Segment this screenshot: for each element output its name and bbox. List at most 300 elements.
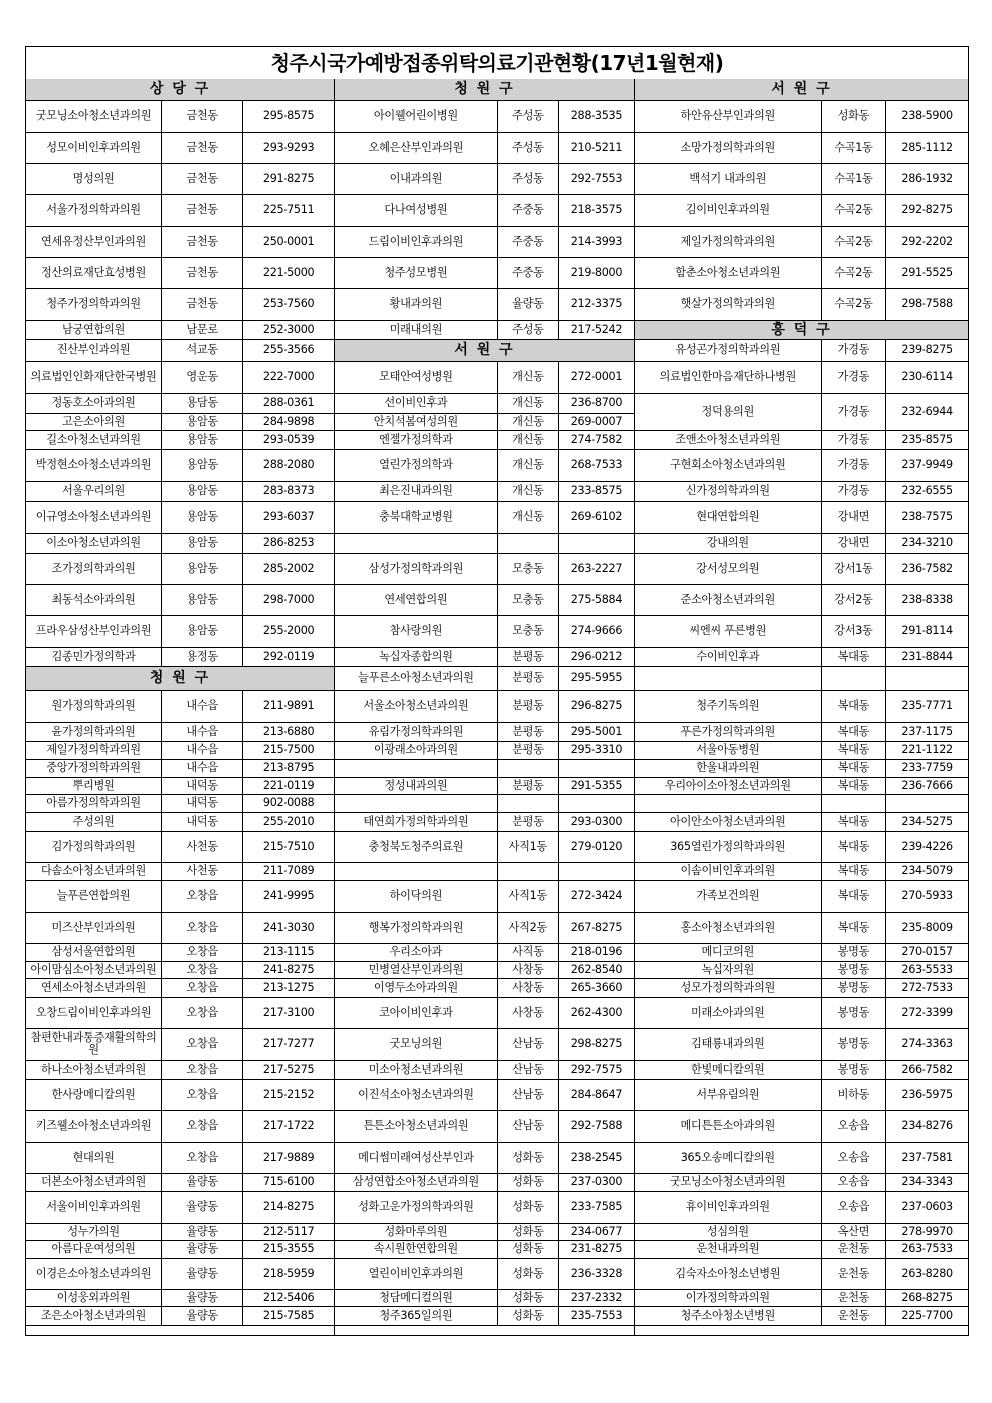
district-dong: 가경동: [821, 339, 886, 361]
district-dong: 개신동: [497, 413, 558, 430]
district-dong: 주성동: [497, 132, 558, 163]
table-row: [635, 100, 968, 132]
facility-name: 늘푸른연합의원: [26, 880, 162, 912]
phone-number: 255-2010: [243, 812, 334, 831]
facility-name: 엔젤가정의학과: [335, 430, 497, 449]
phone-number: 211-7089: [243, 862, 334, 880]
district-dong: 율량동: [162, 1173, 243, 1191]
district-dong: 봉명동: [821, 997, 886, 1028]
phone-number: 233-7585: [558, 1191, 634, 1223]
phone-number: 274-7582: [558, 430, 634, 449]
phone-number: 230-6114: [886, 361, 968, 393]
phone-number: 222-7000: [243, 361, 334, 393]
district-dong: 오송읍: [821, 1142, 886, 1173]
district-header: 서 원 구: [335, 339, 634, 361]
table-row: [26, 584, 334, 615]
phone-number: [886, 794, 968, 812]
district-dong: 수곡2동: [821, 288, 886, 320]
district-dong: 성화동: [497, 1258, 558, 1289]
district-dong: 영운동: [162, 361, 243, 393]
facility-name: 오혜은산부인과의원: [335, 132, 497, 163]
facility-name: [335, 794, 497, 812]
phone-number: 237-0603: [886, 1191, 968, 1223]
table-row: [635, 501, 968, 533]
table-row: [26, 1142, 334, 1173]
table-row: [26, 1191, 334, 1223]
facility-name: 이경은소아청소년과의원: [26, 1258, 162, 1289]
district-dong: 봉명동: [821, 1028, 886, 1060]
facility-name: 늘푸른소아청소년과의원: [335, 666, 497, 690]
district-dong: 강내면: [821, 533, 886, 553]
district-dong: 오창읍: [162, 880, 243, 912]
facility-name: 청주기독의원: [635, 690, 821, 722]
phone-number: 217-3100: [243, 997, 334, 1028]
district-dong: 용암동: [162, 501, 243, 533]
facility-name: 강서성모의원: [635, 553, 821, 584]
table-row: [26, 430, 334, 449]
phone-number: 218-0196: [558, 943, 634, 961]
table-row: [335, 481, 634, 501]
table-row: [26, 288, 334, 320]
district-header-row: [26, 666, 334, 690]
phone-number: 225-7700: [886, 1306, 968, 1325]
facility-name: 정산의료재단효성병원: [26, 257, 162, 288]
district-dong: 오창읍: [162, 1079, 243, 1110]
facility-name: 황내과의원: [335, 288, 497, 320]
facility-name: 남궁연합의원: [26, 320, 162, 339]
district-dong: 성화동: [821, 100, 886, 132]
table-row: [26, 533, 334, 553]
table-row: [635, 1289, 968, 1306]
table-row: [335, 1079, 634, 1110]
district-dong: 강서1동: [821, 553, 886, 584]
table-row: [335, 163, 634, 194]
column-middle: [335, 79, 635, 1335]
phone-number: 237-9949: [886, 449, 968, 481]
facility-name: 우리소아과: [335, 943, 497, 961]
table-row: [26, 759, 334, 777]
table-row: [335, 1223, 634, 1240]
district-dong: 금천동: [162, 194, 243, 226]
phone-number: 234-8276: [886, 1110, 968, 1142]
phone-number: 235-7553: [558, 1306, 634, 1325]
facility-name: 미즈산부인과의원: [26, 912, 162, 943]
table-row: [335, 997, 634, 1028]
district-dong: 수곡2동: [821, 257, 886, 288]
phone-number: 238-8338: [886, 584, 968, 615]
district-dong: 봉명동: [821, 961, 886, 978]
district-header: 흥 덕 구: [635, 320, 968, 339]
district-dong: 봉명동: [821, 943, 886, 961]
phone-number: 211-9891: [243, 690, 334, 722]
district-dong: 주중동: [497, 226, 558, 257]
phone-number: 253-7560: [243, 288, 334, 320]
table-row: [635, 1258, 968, 1289]
district-dong: [497, 533, 558, 553]
table-row: [635, 132, 968, 163]
phone-number: [558, 759, 634, 777]
district-dong: 복대동: [821, 690, 886, 722]
facility-name: 의료법인인화재단한국병원: [26, 361, 162, 393]
phone-number: [558, 794, 634, 812]
district-dong: 사천동: [162, 862, 243, 880]
facility-name: 조가정의학과의원: [26, 553, 162, 584]
table-row: [635, 1060, 968, 1079]
district-dong: 개신동: [497, 449, 558, 481]
table-row: [335, 1060, 634, 1079]
table-row: [26, 481, 334, 501]
phone-number: 235-8575: [886, 430, 968, 449]
phone-number: 239-4226: [886, 831, 968, 862]
facility-name: 성화마루의원: [335, 1223, 497, 1240]
table-row: [635, 553, 968, 584]
facility-name: 아름가정의학과의원: [26, 794, 162, 812]
district-dong: 성화동: [497, 1240, 558, 1258]
district-dong: 분평동: [497, 812, 558, 831]
phone-number: 286-8253: [243, 533, 334, 553]
table-row: [635, 584, 968, 615]
document-title: 청주시국가예방접종위탁의료기관현황(17년1월현재): [26, 47, 968, 80]
facility-name: [335, 759, 497, 777]
phone-number: 291-8114: [886, 615, 968, 647]
phone-number: 269-6102: [558, 501, 634, 533]
column-right: [635, 79, 968, 1335]
table-row: [335, 430, 634, 449]
table-row: [26, 777, 334, 794]
district-dong: 용암동: [162, 533, 243, 553]
facility-table: [335, 79, 634, 1326]
district-dong: 오창읍: [162, 978, 243, 997]
table-row: [26, 163, 334, 194]
district-dong: 금천동: [162, 100, 243, 132]
facility-name: 키즈웰소아청소년과의원: [26, 1110, 162, 1142]
facility-name: 삼성연합소아청소년과의원: [335, 1173, 497, 1191]
phone-number: 215-2152: [243, 1079, 334, 1110]
district-dong: 복대동: [821, 741, 886, 759]
district-dong: 가경동: [821, 393, 886, 430]
facility-name: 굿모닝소아청소년과의원: [635, 1173, 821, 1191]
district-dong: 내덕동: [162, 812, 243, 831]
phone-number: 237-2332: [558, 1289, 634, 1306]
district-dong: 용암동: [162, 430, 243, 449]
facility-name: 이솜이비인후과의원: [635, 862, 821, 880]
facility-name: 길소아청소년과의원: [26, 430, 162, 449]
table-row: [335, 553, 634, 584]
facility-name: 서울소아청소년과의원: [335, 690, 497, 722]
phone-number: 293-6037: [243, 501, 334, 533]
table-row: [635, 912, 968, 943]
phone-number: 292-0119: [243, 647, 334, 666]
table-row: [335, 1191, 634, 1223]
phone-number: 285-1112: [886, 132, 968, 163]
phone-number: 232-6944: [886, 393, 968, 430]
phone-number: 296-8275: [558, 690, 634, 722]
district-header: 상 당 구: [26, 79, 334, 100]
district-dong: 율량동: [162, 1191, 243, 1223]
table-row: [335, 393, 634, 413]
phone-number: 295-8575: [243, 100, 334, 132]
facility-name: 현대연합의원: [635, 501, 821, 533]
facility-name: 박정현소아청소년과의원: [26, 449, 162, 481]
phone-number: 236-7666: [886, 777, 968, 794]
phone-number: 267-8275: [558, 912, 634, 943]
table-row: [635, 759, 968, 777]
district-dong: 오창읍: [162, 1142, 243, 1173]
phone-number: 272-3424: [558, 880, 634, 912]
facility-name: 김종민가정의학과: [26, 647, 162, 666]
facility-name: 제일가정의학과의원: [26, 741, 162, 759]
facility-name: 이소아청소년과의원: [26, 533, 162, 553]
district-dong: 개신동: [497, 361, 558, 393]
table-row: [635, 449, 968, 481]
phone-number: 213-1115: [243, 943, 334, 961]
facility-name: 성모이비인후과의원: [26, 132, 162, 163]
district-dong: 분평동: [497, 647, 558, 666]
district-dong: [497, 759, 558, 777]
table-row: [635, 1240, 968, 1258]
facility-name: 메디코의원: [635, 943, 821, 961]
district-dong: 강내면: [821, 501, 886, 533]
facility-name: 원가정의학과의원: [26, 690, 162, 722]
table-row: [26, 1028, 334, 1060]
table-row: [635, 741, 968, 759]
facility-name: 김이비인후과의원: [635, 194, 821, 226]
phone-number: 262-4300: [558, 997, 634, 1028]
facility-name: 열린가정의학과: [335, 449, 497, 481]
phone-number: 263-5533: [886, 961, 968, 978]
table-row: [635, 777, 968, 794]
phone-number: 268-8275: [886, 1289, 968, 1306]
facility-name: 이진석소아청소년과의원: [335, 1079, 497, 1110]
table-row: [335, 862, 634, 880]
table-row: [26, 1079, 334, 1110]
phone-number: 212-3375: [558, 288, 634, 320]
table-row: [635, 533, 968, 553]
table-row: [26, 132, 334, 163]
district-dong: [497, 794, 558, 812]
phone-number: 239-8275: [886, 339, 968, 361]
district-dong: 율량동: [162, 1306, 243, 1325]
facility-name: 윤가정의학과의원: [26, 722, 162, 741]
facility-name: 홍소아청소년과의원: [635, 912, 821, 943]
table-row: [335, 257, 634, 288]
table-row: [26, 1110, 334, 1142]
phone-number: 238-2545: [558, 1142, 634, 1173]
table-row: [26, 226, 334, 257]
phone-number: 217-7277: [243, 1028, 334, 1060]
table-row: [635, 862, 968, 880]
district-dong: 봉명동: [821, 978, 886, 997]
table-row: [635, 430, 968, 449]
table-row: [26, 194, 334, 226]
facility-name: 다나여성병원: [335, 194, 497, 226]
phone-number: 232-6555: [886, 481, 968, 501]
facility-name: 오창드림이비인후과의원: [26, 997, 162, 1028]
table-row: [635, 812, 968, 831]
facility-name: 미래내의원: [335, 320, 497, 339]
table-row: [26, 862, 334, 880]
district-dong: 용암동: [162, 449, 243, 481]
facility-name: 참사랑의원: [335, 615, 497, 647]
phone-number: 212-5406: [243, 1289, 334, 1306]
facility-name: 굿모닝소아청소년과의원: [26, 100, 162, 132]
table-row: [26, 320, 334, 339]
table-row: [635, 880, 968, 912]
phone-number: 295-3310: [558, 741, 634, 759]
district-dong: 모충동: [497, 553, 558, 584]
district-dong: 오창읍: [162, 1110, 243, 1142]
facility-name: 연세소아청소년과의원: [26, 978, 162, 997]
column-left: [26, 79, 335, 1335]
district-dong: 오창읍: [162, 1028, 243, 1060]
table-row: [635, 1079, 968, 1110]
district-dong: 복대동: [821, 777, 886, 794]
district-dong: 모충동: [497, 615, 558, 647]
table-row: [26, 1173, 334, 1191]
phone-number: 217-5242: [558, 320, 634, 339]
facility-name: 이내과의원: [335, 163, 497, 194]
table-row: [335, 690, 634, 722]
district-dong: 수곡1동: [821, 163, 886, 194]
phone-number: 233-7759: [886, 759, 968, 777]
facility-name: 의료법인한마음재단하나병원: [635, 361, 821, 393]
phone-number: 265-3660: [558, 978, 634, 997]
table-row: [335, 615, 634, 647]
district-dong: 봉명동: [821, 1060, 886, 1079]
table-row: [335, 501, 634, 533]
phone-number: 295-5001: [558, 722, 634, 741]
facility-name: 열린이비인후과의원: [335, 1258, 497, 1289]
phone-number: 241-8275: [243, 961, 334, 978]
table-row: [335, 100, 634, 132]
columns-container: [26, 79, 968, 1335]
phone-number: 218-5959: [243, 1258, 334, 1289]
district-dong: 복대동: [821, 647, 886, 666]
phone-number: 298-7000: [243, 584, 334, 615]
phone-number: 237-0300: [558, 1173, 634, 1191]
district-dong: 가경동: [821, 430, 886, 449]
table-row: [335, 288, 634, 320]
facility-name: 미래소아과의원: [635, 997, 821, 1028]
phone-number: 215-7510: [243, 831, 334, 862]
table-row: [26, 794, 334, 812]
district-dong: 용암동: [162, 413, 243, 430]
facility-name: 메디튼튼소아과의원: [635, 1110, 821, 1142]
phone-number: 293-0300: [558, 812, 634, 831]
table-row: [26, 361, 334, 393]
table-row: [335, 1240, 634, 1258]
district-header-row: [335, 79, 634, 100]
district-header: 청 원 구: [26, 666, 334, 690]
district-dong: 주성동: [497, 100, 558, 132]
phone-number: 210-5211: [558, 132, 634, 163]
district-dong: 강서3동: [821, 615, 886, 647]
district-dong: 강서2동: [821, 584, 886, 615]
table-row: [335, 1142, 634, 1173]
table-row: [26, 1223, 334, 1240]
district-dong: 금천동: [162, 163, 243, 194]
facility-name: 미소아청소년과의원: [335, 1060, 497, 1079]
phone-number: 234-0677: [558, 1223, 634, 1240]
district-dong: 성화동: [497, 1191, 558, 1223]
district-header-row: [26, 79, 334, 100]
phone-number: 234-5079: [886, 862, 968, 880]
district-dong: 율량동: [162, 1240, 243, 1258]
table-row: [26, 978, 334, 997]
district-dong: 주중동: [497, 257, 558, 288]
table-row: [335, 1258, 634, 1289]
phone-number: 715-6100: [243, 1173, 334, 1191]
facility-name: [635, 666, 821, 690]
district-dong: 가경동: [821, 361, 886, 393]
district-dong: [497, 862, 558, 880]
table-row: [26, 393, 334, 413]
facility-name: 메디썸미래여성산부인과: [335, 1142, 497, 1173]
facility-name: 서부유림의원: [635, 1079, 821, 1110]
district-dong: 금천동: [162, 257, 243, 288]
facility-name: 모태안여성병원: [335, 361, 497, 393]
phone-number: 278-9970: [886, 1223, 968, 1240]
table-row: [335, 961, 634, 978]
table-row: [26, 553, 334, 584]
facility-name: 강내의원: [635, 533, 821, 553]
facility-name: 코아이비인후과: [335, 997, 497, 1028]
phone-number: 221-1122: [886, 741, 968, 759]
phone-number: 279-0120: [558, 831, 634, 862]
district-dong: 분평동: [497, 690, 558, 722]
facility-name: 명성의원: [26, 163, 162, 194]
phone-number: 284-9898: [243, 413, 334, 430]
district-dong: 복대동: [821, 722, 886, 741]
phone-number: 263-2227: [558, 553, 634, 584]
table-row: [335, 880, 634, 912]
facility-name: 뿌리병원: [26, 777, 162, 794]
phone-number: 274-3363: [886, 1028, 968, 1060]
table-row: [335, 449, 634, 481]
phone-number: 231-8844: [886, 647, 968, 666]
facility-name: 녹십자의원: [635, 961, 821, 978]
phone-number: 274-9666: [558, 615, 634, 647]
facility-name: 김태룡내과의원: [635, 1028, 821, 1060]
phone-number: 235-7771: [886, 690, 968, 722]
district-dong: 가경동: [821, 449, 886, 481]
phone-number: 292-8275: [886, 194, 968, 226]
district-dong: 내덕동: [162, 794, 243, 812]
phone-number: 292-2202: [886, 226, 968, 257]
table-row: [635, 666, 968, 690]
district-header: 청 원 구: [335, 79, 634, 100]
district-dong: 사직1동: [497, 880, 558, 912]
district-dong: 금천동: [162, 288, 243, 320]
facility-name: 함춘소아청소년과의원: [635, 257, 821, 288]
facility-name: 성화고운가정의학과의원: [335, 1191, 497, 1223]
district-dong: 운천동: [821, 1306, 886, 1325]
facility-name: 삼성가정의학과의원: [335, 553, 497, 584]
table-row: [635, 615, 968, 647]
table-row: [635, 647, 968, 666]
table-row: [26, 722, 334, 741]
district-dong: 복대동: [821, 880, 886, 912]
phone-number: 236-8700: [558, 393, 634, 413]
facility-name: 햇살가정의학과의원: [635, 288, 821, 320]
facility-name: [335, 533, 497, 553]
table-row: [335, 1110, 634, 1142]
facility-name: 청주가정의학과의원: [26, 288, 162, 320]
phone-number: 283-8373: [243, 481, 334, 501]
district-dong: [821, 794, 886, 812]
table-row: [335, 741, 634, 759]
district-dong: 주중동: [497, 194, 558, 226]
